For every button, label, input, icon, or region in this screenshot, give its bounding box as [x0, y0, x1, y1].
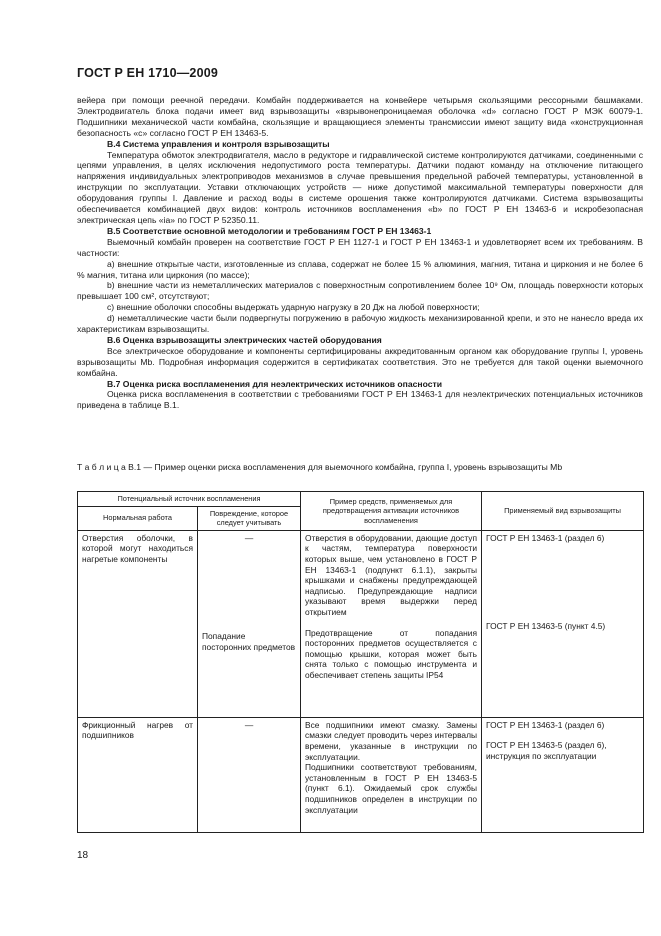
cell-protection-type: [482, 530, 644, 717]
page-number: 18: [77, 850, 89, 861]
paragraph: Выемочный комбайн проверен на соответствие ГОСТ Р ЕН 1127-1 и ГОСТ Р ЕН 13463-1 и удовлетворяет всем их требованиям. В частности:: [77, 236, 643, 258]
list-item: a) внешние открытые части, изготовленные из сплава, содержат не более 15 % алюминия, магния, титана и циркония и не более 6 % магния, титана или циркония (по массе);: [77, 258, 643, 280]
section-heading-b7: В.7 Оценка риска воспламенения для неэлектрических источников опасности: [107, 378, 442, 389]
section-heading-b4: В.4 Система управления и контроля взрывозащиты: [107, 138, 330, 149]
header-protection-type: Применяемый вид взрывозащиты: [482, 492, 644, 531]
measure-text: Подшипники соответствуют требованиям, установленным в ГОСТ Р ЕН 13463-5 (пункт 6.1). Ожидаемый срок службы подшипников определен в инструкции по эксплуатации: [305, 762, 477, 815]
table-row: [78, 717, 644, 832]
section-heading-b5: В.5 Соответствие основной методологии и требованиям ГОСТ Р ЕН 13463-1: [107, 225, 432, 236]
header-measures: Пример средств, применяемых для предотвращения активации источников воспламенения: [301, 492, 482, 531]
cell-damage: —: [198, 717, 301, 832]
header-normal-operation: Нормальная работа: [78, 506, 198, 530]
measure-text: Отверстия в оборудовании, дающие доступ к частям, температура поверхности которых выше, чем установлено в ГОСТ Р ЕН 13463-1 (подпункт 6.1.1), закрыты крышками и снабжены предупреждающей надписью. Предупреждающие надписи указывают время выдержки перед открытием: [305, 532, 477, 617]
paragraph: Температура обмоток электродвигателя, масло в редукторе и гидравлической системе контролируются датчиками, соединенными с цепями управления, в целях исключения недопустимого роста температуры. Датчики подают команду на отключение питающего напряжения индивидуальных электроприводов механизмов в случае превышения предельной рабочей температуры, установленной в инструкции по эксплуатации. Уставки отключающих устройств — ниже допустимой максимальной температуры поверхности для оборудования группы I. Давление и расход воды в системе орошения также контролируются датчиками. Система взрывозащиты обеспечивается комбинацией двух видов: контроль источников воспламенения «b» по ГОСТ Р ЕН 13463-6 и искробезопасная электрическая цепь «ia» по ГОСТ Р 52350.11.: [77, 149, 643, 225]
protection-value: ГОСТ Р ЕН 13463-5 (пункт 4.5): [486, 621, 606, 632]
header-potential-source: Потенциальный источник воспламенения: [78, 492, 301, 507]
ignition-risk-table: [77, 491, 644, 833]
header-damage: Повреждение, которое следует учитывать: [198, 506, 301, 530]
damage-value: Попадание посторонних предметов: [202, 631, 296, 652]
document-header: ГОСТ Р ЕН 1710—2009: [77, 66, 219, 80]
protection-value: ГОСТ Р ЕН 13463-1 (раздел 6): [486, 719, 605, 730]
measure-text: Все подшипники имеют смазку. Замены смазки следует проводить через интервалы времени, указанные в инструкции по эксплуатации.: [305, 719, 477, 762]
cell-damage: [198, 530, 301, 717]
table-header-row: [78, 492, 644, 507]
cell-measures: [301, 717, 482, 832]
protection-value: ГОСТ Р ЕН 13463-5 (раздел 6), инструкция по эксплуатации: [486, 740, 607, 761]
measure-text: Предотвращение от попадания посторонних предметов осуществляется с помощью крышки, которая может быть снята только с помощью инструмента и обеспечивает степень защиты IP54: [305, 627, 477, 680]
damage-value: —: [244, 532, 254, 543]
cell-protection-type: [482, 717, 644, 832]
list-item: c) внешние оболочки способны выдержать ударную нагрузку в 20 Дж на любой поверхности;: [107, 302, 480, 313]
table-caption: Т а б л и ц а В.1 — Пример оценки риска воспламенения для выемочного комбайна, группа I, уровень взрывозащиты Mb: [77, 462, 563, 472]
paragraph: вейера при помощи реечной передачи. Комбайн поддерживается на конвейере четырьмя скользящими рессорными башмаками. Электродвигатель блока подачи имеет вид взрывозащиты «взрывонепроницаемая оболочка «d» согласно ГОСТ Р МЭК 60079-1. Подшипники механической части комбайна, скользящие и вращающиеся элементы трансмиссии имеют защиту вида «конструкционная безопасность «c» согласно ГОСТ Р ЕН 13463-5.: [77, 95, 643, 138]
paragraph: Оценка риска воспламенения в соответствии с требованиями ГОСТ Р ЕН 13463-1 для неэлектрических потенциальных источников приведена в таблице В.1.: [77, 389, 643, 411]
list-item: b) внешние части из неметаллических материалов с поверхностным сопротивлением более 10⁹ Ом, площадь поверхности которых превышает 100 см², отсутствуют;: [77, 280, 643, 302]
cell-normal: Фрикционный нагрев от подшипников: [78, 717, 198, 832]
body-text: [77, 95, 643, 411]
table-row: [78, 530, 644, 717]
cell-normal: Отверстия оболочки, в которой могут находиться нагретые компоненты: [78, 530, 198, 717]
section-heading-b6: В.6 Оценка взрывозащиты электрических частей оборудования: [107, 334, 382, 345]
protection-value: ГОСТ Р ЕН 13463-1 (раздел 6): [486, 532, 605, 543]
cell-measures: [301, 530, 482, 717]
paragraph: Все электрическое оборудование и компоненты сертифицированы аккредитованным органом как оборудование группы I, уровень взрывозащиты Mb. Подробная информация содержится в сертификатах соответствия. Это не требуется для такой оценки выемочного комбайна.: [77, 345, 643, 378]
list-item: d) неметаллические части были подвергнуты погружению в рабочую жидкость механизированной крепи, и это не нанесло вреда их характеристикам взрывозащиты.: [77, 313, 643, 335]
